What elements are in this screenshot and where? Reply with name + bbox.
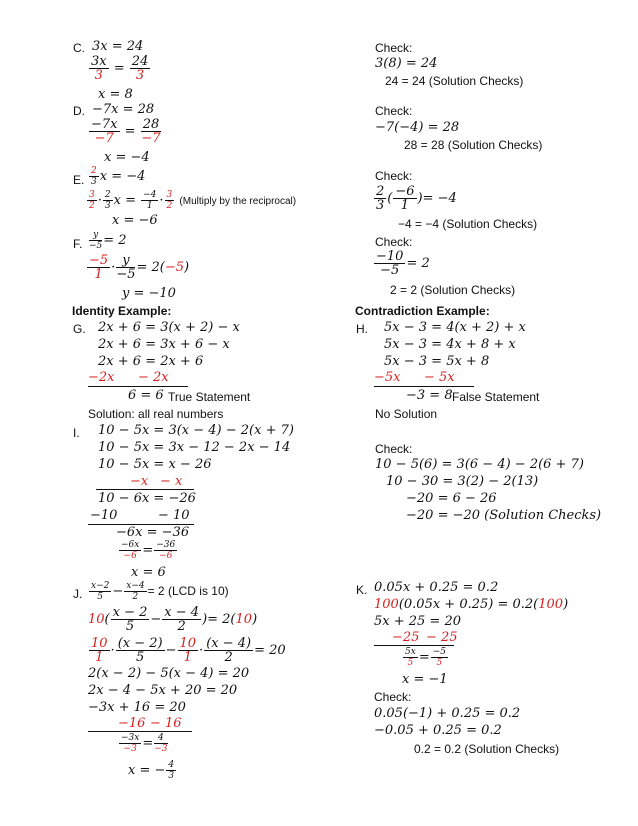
check-i-2: 10 − 30 = 3(2) − 2(13) (386, 474, 539, 489)
eq-h-2: 5x − 3 = 4x + 8 + x (384, 337, 516, 352)
eq-h-result: −3 = 8 (406, 388, 453, 403)
eq-j-4: 2(x − 2) − 5(x − 4) = 20 (88, 666, 250, 681)
label-e: E. (73, 173, 85, 187)
check-k-1: 0.05(−1) + 0.25 = 0.2 (374, 706, 521, 721)
eq-c-answer: x = 8 (98, 87, 133, 102)
false-statement: False Statement (452, 390, 540, 404)
eq-k-sub-b: − 25 (426, 630, 458, 645)
divider-k (374, 645, 454, 646)
eq-g-result: 6 = 6 (128, 388, 164, 403)
eq-f-1: $\frac{y}{-5}$ = 2 (89, 230, 127, 251)
eq-j-6: −3x + 16 = 20 (88, 700, 186, 715)
check-e-1: $\frac{2}{3}$ ( $\frac{-6}{1}$ )= −4 (376, 184, 457, 213)
label-i: I. (73, 426, 80, 440)
divider-g (88, 386, 188, 387)
check-i-label: Check: (375, 442, 413, 456)
eq-k-answer: x = −1 (402, 672, 448, 687)
check-e-label: Check: (375, 169, 413, 183)
label-c: C. (73, 41, 85, 55)
label-j: J. (73, 587, 83, 601)
eq-i-4: 10 − 6x = −26 (98, 491, 196, 506)
eq-e-2: $\frac{3}{2}$ · $\frac{2}{3}$ x = $\frac{-4}{1}$ · $\frac{3}{2}$ (Multiply by the reciprocal) (89, 190, 297, 211)
eq-i-sub-a: −x (130, 474, 149, 489)
eq-i-2: 10 − 5x = 3x − 12 − 2x − 14 (98, 440, 291, 455)
eq-i-1: 10 − 5x = 3(x − 4) − 2(x + 7) (98, 423, 294, 438)
eq-k-4: $\frac{5x}{5}$ = $\frac{-5}{5}$ (405, 647, 446, 668)
eq-i-sub2-a: −10 (90, 508, 118, 523)
eq-c-2: $\frac{3x}{3}$ = $\frac{24}{3}$ (91, 54, 149, 83)
eq-g-sub-b: − 2x (138, 370, 169, 385)
contradiction-heading: Contradiction Example: (355, 304, 490, 318)
eq-k-3: 5x + 25 = 20 (374, 614, 462, 629)
eq-f-2: $\frac{-5}{1}$ · $\frac{y}{-5}$ = 2(−5) (89, 253, 190, 282)
label-d: D. (73, 104, 85, 118)
eq-j-3: $\frac{10}{1}$ · $\frac{(x - 2)}{5}$ − $\frac{10}{1}$ · $\frac{(x - 4)}{2}$ = 20 (91, 636, 286, 665)
check-i-1: 10 − 5(6) = 3(6 − 4) − 2(6 + 7) (375, 457, 584, 472)
eq-k-2: 100(0.05x + 0.25) = 0.2(100) (374, 597, 569, 612)
identity-solution: Solution: all real numbers (88, 407, 224, 421)
check-f-2: 2 = 2 (Solution Checks) (390, 283, 516, 297)
eq-i-sub-b: − x (160, 474, 183, 489)
eq-h-1: 5x − 3 = 4(x + 2) + x (384, 320, 526, 335)
reciprocal-note: (Multiply by the reciprocal) (179, 196, 297, 207)
eq-i-3: 10 − 5x = x − 26 (98, 457, 212, 472)
eq-e-answer: x = −6 (112, 213, 158, 228)
eq-j-answer: x = − $\frac{4}{3}$ (128, 760, 175, 781)
eq-k-1: 0.05x + 0.25 = 0.2 (374, 580, 499, 595)
eq-e-1: $\frac{2}{3}$ x = −4 (91, 166, 146, 187)
eq-j-1: $\frac{x-2}{5}$ − $\frac{x-4}{2}$ = 2 (LCD is 10) (91, 581, 229, 602)
check-i-4: −20 = −20 (Solution Checks) (406, 508, 602, 523)
eq-g-3: 2x + 6 = 2x + 6 (98, 354, 204, 369)
check-c-label: Check: (375, 41, 413, 55)
divider-h (374, 386, 474, 387)
check-k-label: Check: (374, 690, 412, 704)
label-h: H. (356, 322, 368, 336)
eq-d-answer: x = −4 (104, 150, 150, 165)
check-c-1: 3(8) = 24 (375, 56, 438, 71)
eq-c-1: 3x = 24 (92, 39, 144, 54)
eq-g-1: 2x + 6 = 3(x + 2) − x (98, 320, 240, 335)
eq-g-2: 2x + 6 = 3x + 6 − x (98, 337, 230, 352)
check-c-2: 24 = 24 (Solution Checks) (385, 74, 524, 88)
check-f-label: Check: (375, 235, 413, 249)
divider-j (88, 731, 192, 732)
eq-h-sub-a: −5x (374, 370, 401, 385)
eq-k-sub-a: −25 (392, 630, 420, 645)
eq-i-5: −6x = −36 (116, 525, 190, 540)
eq-g-sub-a: −2x (88, 370, 115, 385)
label-f: F. (73, 237, 83, 251)
eq-i-sub2-b: − 10 (158, 508, 190, 523)
check-d-1: −7(−4) = 28 (375, 120, 460, 135)
check-k-3: 0.2 = 0.2 (Solution Checks) (414, 742, 560, 756)
eq-d-2: $\frac{-7x}{-7}$ = $\frac{28}{-7}$ (91, 117, 161, 146)
check-k-2: −0.05 + 0.25 = 0.2 (374, 723, 502, 738)
eq-d-1: −7x = 28 (92, 102, 155, 117)
eq-f-answer: y = −10 (122, 286, 176, 301)
eq-j-sub-b: − 16 (150, 716, 182, 731)
eq-i-6: $\frac{-6x}{-6}$ = $\frac{-36}{-6}$ (121, 540, 176, 561)
check-i-3: −20 = 6 − 26 (406, 491, 497, 506)
contradiction-solution: No Solution (375, 407, 438, 421)
eq-i-answer: x = 6 (131, 565, 166, 580)
true-statement: True Statement (168, 390, 251, 404)
check-f-1: $\frac{-10}{-5}$ = 2 (376, 249, 430, 278)
eq-h-3: 5x − 3 = 5x + 8 (384, 354, 490, 369)
identity-heading: Identity Example: (72, 304, 172, 318)
eq-j-sub-a: −16 (118, 716, 146, 731)
eq-j-7: $\frac{-3x}{-3}$ = $\frac{4}{-3}$ (121, 733, 168, 754)
eq-h-sub-b: − 5x (424, 370, 455, 385)
check-e-2: −4 = −4 (Solution Checks) (398, 217, 538, 231)
label-k: K. (356, 583, 368, 597)
divider-i-1 (96, 489, 194, 490)
label-g: G. (73, 322, 86, 336)
eq-j-5: 2x − 4 − 5x + 20 = 20 (88, 683, 238, 698)
check-d-2: 28 = 28 (Solution Checks) (404, 138, 543, 152)
eq-j-2: 10( $\frac{x - 2}{5}$ − $\frac{x - 4}{2}$ )= 2(10) (88, 605, 258, 634)
check-d-label: Check: (375, 104, 413, 118)
